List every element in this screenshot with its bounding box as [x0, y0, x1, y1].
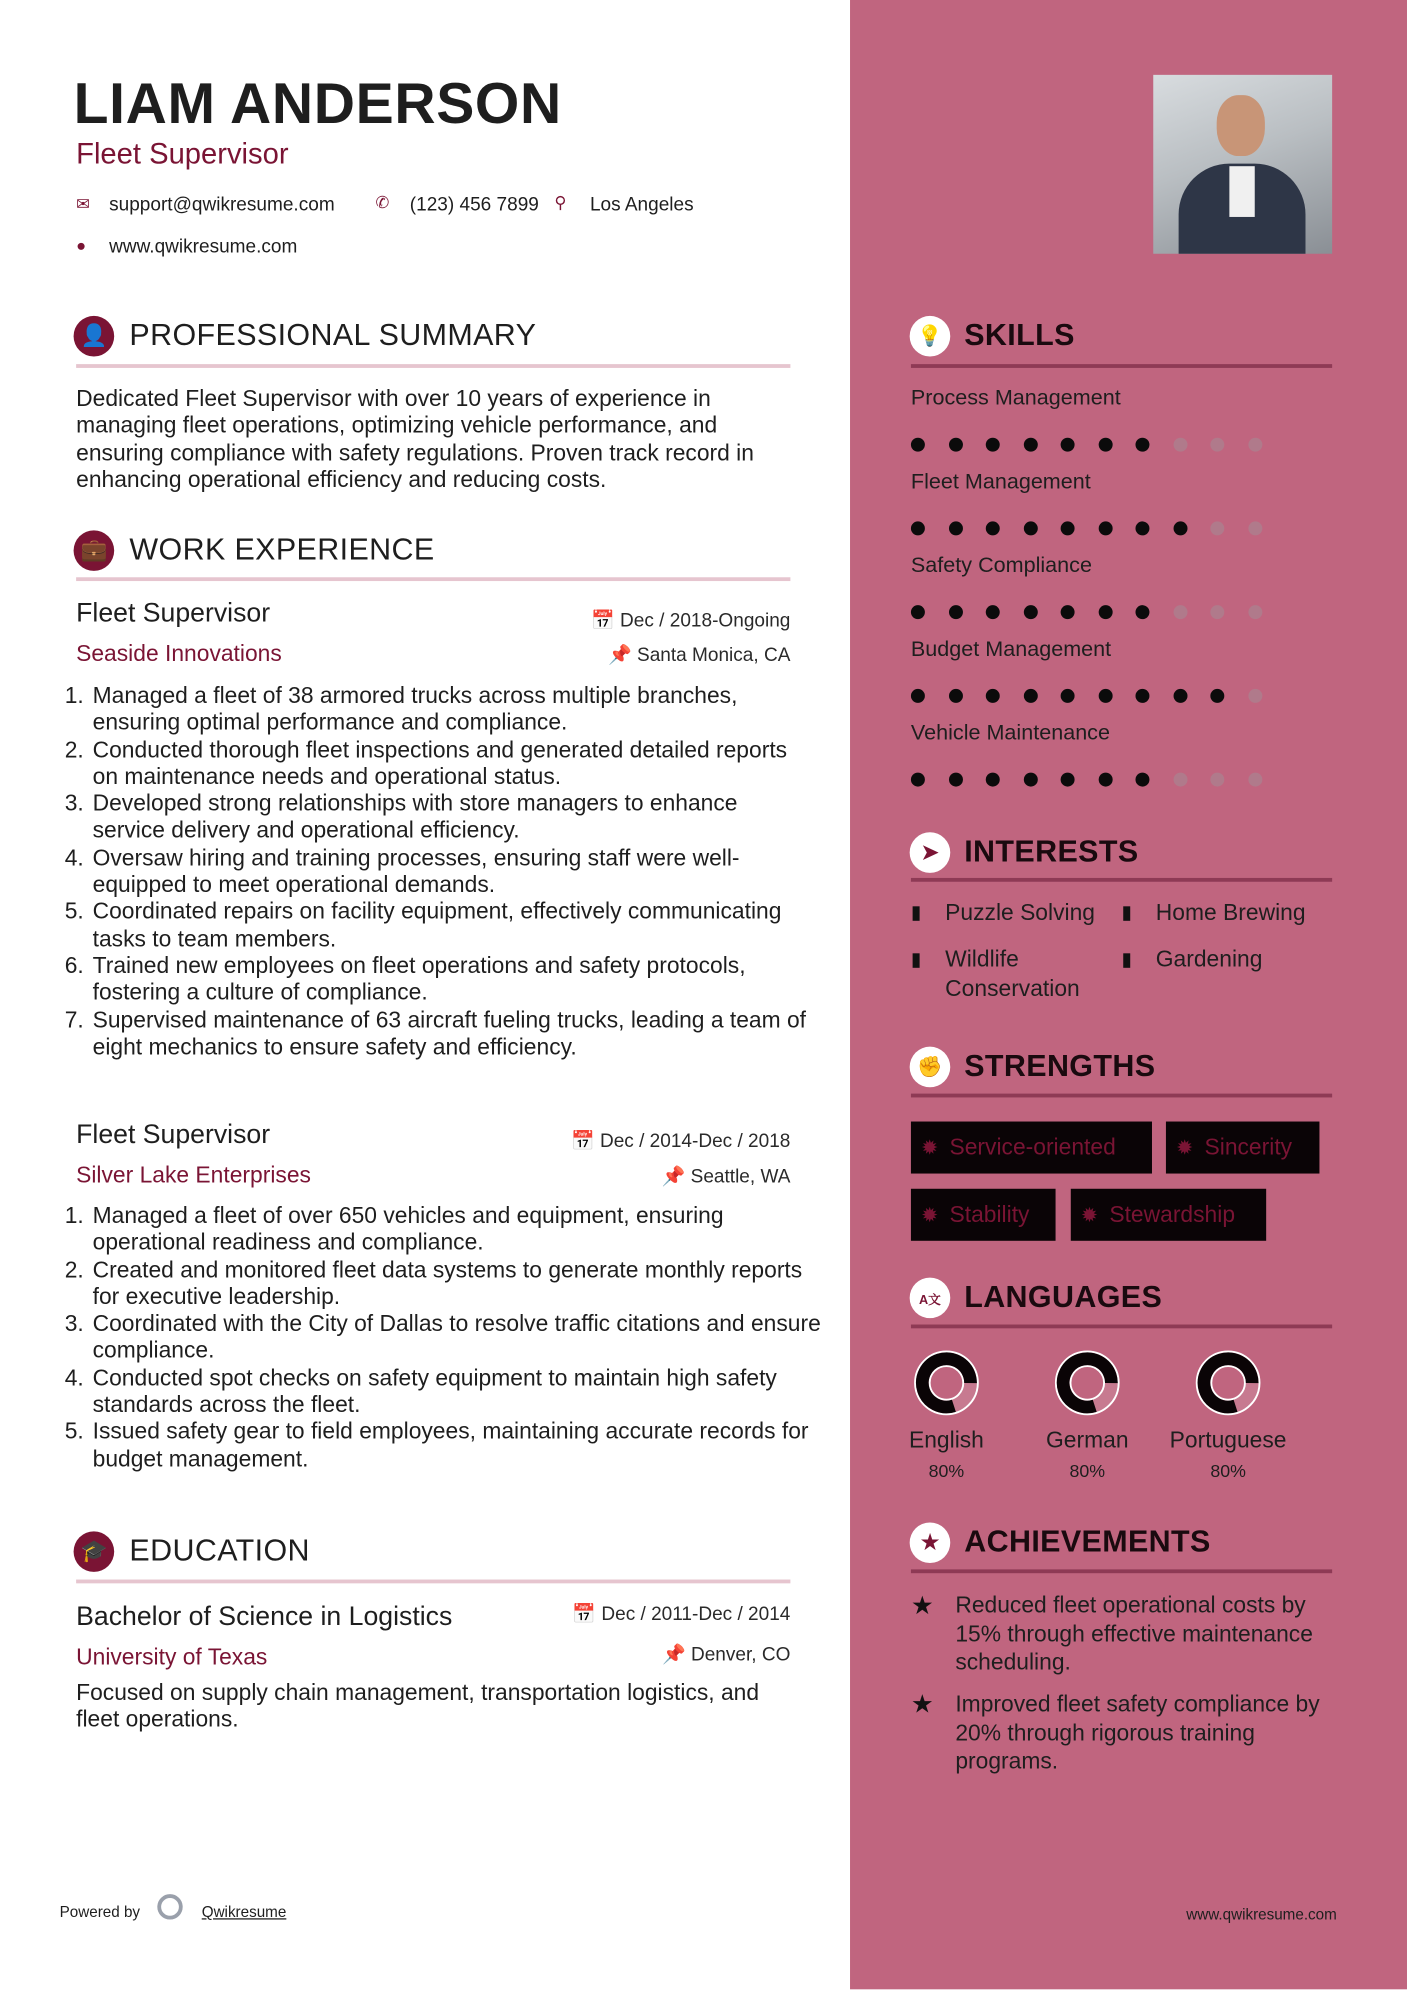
badge-icon: ✹	[921, 1204, 939, 1227]
calendar-icon: 📅	[591, 610, 621, 632]
candidate-title: Fleet Supervisor	[76, 137, 289, 171]
language-item	[1158, 1350, 1298, 1481]
strength-label: Service-oriented	[949, 1134, 1116, 1160]
rating-dot-empty	[1173, 773, 1187, 787]
job-date-text: Dec / 2014-Dec / 2018	[599, 1130, 791, 1152]
language-percent: 80%	[928, 1460, 965, 1481]
rating-dot-filled	[1173, 521, 1187, 535]
rating-dot-filled	[1135, 521, 1149, 535]
rating-dot-filled	[911, 438, 925, 452]
rating-dot-filled	[948, 438, 962, 452]
interest-item	[1122, 898, 1334, 927]
job-bullets	[75, 683, 810, 1061]
strength-tag	[911, 1189, 1056, 1241]
language-icon: A文	[910, 1278, 951, 1319]
achievement-item	[911, 1690, 1342, 1776]
language-donut	[1195, 1350, 1261, 1416]
rating-dot-filled	[1173, 689, 1187, 703]
edu-location-text: Denver, CO	[690, 1644, 791, 1666]
book-icon: ▮	[1121, 902, 1133, 924]
school: University of Texas	[76, 1644, 268, 1670]
rating-dot-filled	[986, 438, 1000, 452]
rating-dot-filled	[1135, 438, 1149, 452]
candidate-name: LIAM ANDERSON	[73, 71, 562, 136]
calendar-icon: 📅	[570, 1130, 600, 1152]
rating-dot-filled	[948, 605, 962, 619]
edu-date-text: Dec / 2011-Dec / 2014	[601, 1603, 791, 1626]
divider	[76, 364, 790, 368]
interest-item	[1122, 945, 1334, 974]
rating-dot-empty	[1248, 521, 1262, 535]
book-icon: ▮	[1121, 948, 1133, 971]
rating-dot-empty	[1210, 438, 1224, 452]
rating-dot-empty	[1210, 521, 1224, 535]
skill-name: Process Management	[910, 385, 1121, 410]
job-date-text: Dec / 2018-Ongoing	[620, 610, 791, 632]
website[interactable]: www.qwikresume.com	[109, 235, 298, 258]
job-title: Fleet Supervisor	[76, 1120, 271, 1150]
rating-dot-filled	[1061, 521, 1075, 535]
powered-by: Powered by	[59, 1903, 141, 1921]
list-item: Managed a fleet of 38 armored trucks across multiple branches, ensuring optimal performance and compliance.	[92, 682, 738, 735]
rating-dot-filled	[1061, 438, 1075, 452]
interests-heading: INTERESTS	[964, 834, 1139, 870]
rating-dot-filled	[1135, 773, 1149, 787]
interest-item	[911, 945, 1123, 1002]
summary-heading: PROFESSIONAL SUMMARY	[129, 318, 537, 353]
skill-rating	[911, 689, 1262, 703]
pin-icon: 📌	[608, 644, 638, 667]
phone-icon: ✆	[375, 192, 390, 212]
job-location	[662, 1165, 791, 1188]
footer-website[interactable]: www.qwikresume.com	[1186, 1905, 1337, 1924]
interest-label: Gardening	[1155, 946, 1263, 972]
book-icon: ▮	[910, 948, 922, 971]
languages-heading: LANGUAGES	[964, 1280, 1163, 1315]
divider	[911, 1569, 1332, 1573]
list-item: Oversaw hiring and training processes, ensuring staff were well-equipped to meet operational demands.	[92, 844, 740, 898]
rating-dot-filled	[986, 605, 1000, 619]
divider	[76, 577, 790, 581]
list-item: Supervised maintenance of 63 aircraft fueling trucks, leading a team of eight mechanics to ensure safety and efficiency.	[92, 1006, 807, 1060]
pin-icon: 📌	[661, 1644, 691, 1666]
book-icon: ▮	[910, 902, 922, 924]
language-item	[1017, 1350, 1157, 1481]
rating-dot-filled	[986, 521, 1000, 535]
language-donut	[1054, 1350, 1120, 1416]
rating-dot-filled	[1135, 605, 1149, 619]
paper-plane-icon: ➤	[910, 832, 951, 873]
skill-name: Safety Compliance	[910, 553, 1092, 578]
language-name: German	[1046, 1427, 1129, 1453]
summary-text: Dedicated Fleet Supervisor with over 10 years of experience in managing fleet operations, optimizing vehicle performance, and ensuring compliance with safety regulations. Proven track record in enhancing operational efficiency and reducing costs.	[76, 385, 754, 493]
star-icon: ★	[910, 1592, 934, 1621]
rating-dot-filled	[911, 689, 925, 703]
language-percent: 80%	[1210, 1460, 1246, 1481]
rating-dot-filled	[911, 773, 925, 787]
job-date	[591, 609, 790, 632]
rating-dot-filled	[1023, 438, 1037, 452]
rating-dot-filled	[1061, 773, 1075, 787]
rating-dot-filled	[986, 773, 1000, 787]
rating-dot-filled	[1023, 773, 1037, 787]
phone: (123) 456 7899	[409, 194, 539, 216]
location: Los Angeles	[589, 194, 694, 216]
rating-dot-empty	[1210, 605, 1224, 619]
interest-item	[911, 898, 1123, 927]
rating-dot-filled	[1023, 605, 1037, 619]
interest-label: Home Brewing	[1155, 899, 1306, 925]
divider	[911, 1094, 1332, 1098]
job-bullets	[75, 1203, 822, 1473]
rating-dot-empty	[1173, 438, 1187, 452]
skill-rating	[911, 605, 1262, 619]
strength-label: Stewardship	[1109, 1201, 1236, 1227]
map-pin-icon: ⚲	[554, 192, 567, 212]
rating-dot-filled	[1210, 689, 1224, 703]
language-item	[877, 1350, 1017, 1481]
degree: Bachelor of Science in Logistics	[76, 1602, 453, 1632]
rating-dot-filled	[948, 773, 962, 787]
strengths-heading: STRENGTHS	[964, 1049, 1156, 1084]
strength-label: Sincerity	[1204, 1134, 1293, 1160]
job-location-text: Seattle, WA	[690, 1165, 791, 1188]
rating-dot-filled	[1023, 689, 1037, 703]
strength-tag	[1071, 1189, 1266, 1241]
rating-dot-empty	[1248, 773, 1262, 787]
rating-dot-filled	[1098, 605, 1112, 619]
job-location	[608, 643, 790, 666]
skill-rating	[911, 773, 1262, 787]
star-badge-icon: ★	[910, 1522, 951, 1563]
list-item: Created and monitored fleet data systems to generate monthly reports for executive leadership.	[92, 1256, 803, 1310]
divider	[911, 1325, 1332, 1329]
email[interactable]: support@qwikresume.com	[109, 194, 335, 216]
star-icon: ★	[910, 1691, 934, 1720]
rating-dot-empty	[1248, 689, 1262, 703]
achievement-item	[911, 1591, 1342, 1677]
globe-icon: ●	[76, 235, 87, 256]
strength-tag	[911, 1122, 1152, 1174]
divider	[911, 878, 1332, 882]
list-item: Trained new employees on fleet operations and safety protocols, fostering a culture of compliance.	[92, 952, 746, 1006]
list-item: Issued safety gear to field employees, maintaining accurate records for budget management.	[92, 1418, 809, 1472]
qwikresume-logo-icon	[157, 1894, 182, 1919]
interest-label: Wildlife Conservation	[945, 946, 1080, 1001]
calendar-icon: 📅	[572, 1603, 602, 1626]
list-item: Conducted thorough fleet inspections and generated detailed reports on maintenance needs and operational status.	[92, 736, 788, 789]
divider	[911, 364, 1332, 368]
skill-name: Fleet Management	[910, 469, 1091, 494]
rating-dot-filled	[986, 689, 1000, 703]
language-name: Portuguese	[1169, 1427, 1287, 1453]
skill-name: Budget Management	[910, 636, 1112, 661]
rating-dot-filled	[1023, 521, 1037, 535]
list-item: Coordinated with the City of Dallas to resolve traffic citations and ensure compliance.	[92, 1310, 821, 1364]
rating-dot-empty	[1173, 605, 1187, 619]
fist-icon: ✊	[910, 1047, 951, 1088]
achievement-text: Improved fleet safety compliance by 20% through rigorous training programs.	[955, 1691, 1320, 1774]
lightbulb-icon: 💡	[910, 316, 951, 357]
achievement-text: Reduced fleet operational costs by 15% through effective maintenance scheduling.	[955, 1592, 1313, 1675]
rating-dot-filled	[948, 689, 962, 703]
envelope-icon: ✉	[76, 194, 90, 214]
job-location-text: Santa Monica, CA	[637, 644, 791, 667]
user-icon: 👤	[74, 316, 115, 357]
briefcase-icon: 💼	[74, 530, 115, 571]
job-date	[571, 1129, 790, 1152]
skill-name: Vehicle Maintenance	[910, 720, 1110, 745]
rating-dot-filled	[1098, 438, 1112, 452]
company: Seaside Innovations	[76, 640, 282, 667]
list-item: Managed a fleet of over 650 vehicles and equipment, ensuring operational readiness and compliance.	[92, 1202, 724, 1256]
education-heading: EDUCATION	[129, 1533, 310, 1569]
edu-date	[572, 1602, 790, 1625]
rating-dot-empty	[1248, 605, 1262, 619]
rating-dot-filled	[1135, 689, 1149, 703]
language-percent: 80%	[1069, 1460, 1106, 1481]
interest-label: Puzzle Solving	[945, 899, 1095, 925]
achievements-heading: ACHIEVEMENTS	[964, 1524, 1211, 1560]
qwikresume-link[interactable]: Qwikresume	[201, 1903, 287, 1921]
edu-location	[662, 1643, 790, 1666]
badge-icon: ✹	[1080, 1204, 1098, 1227]
skill-rating	[911, 438, 1262, 452]
profile-photo	[1153, 75, 1332, 254]
divider	[76, 1580, 790, 1584]
strength-tag	[1166, 1122, 1320, 1174]
edu-description: Focused on supply chain management, transportation logistics, and fleet operations.	[76, 1679, 760, 1733]
strength-label: Stability	[949, 1201, 1030, 1227]
list-item: Developed strong relationships with store managers to enhance service delivery and operational efficiency.	[92, 790, 738, 844]
company: Silver Lake Enterprises	[76, 1162, 311, 1188]
list-item: Coordinated repairs on facility equipment, effectively communicating tasks to team members.	[92, 898, 782, 952]
graduation-icon: 🎓	[74, 1531, 115, 1572]
rating-dot-filled	[911, 521, 925, 535]
rating-dot-filled	[1098, 773, 1112, 787]
rating-dot-filled	[948, 521, 962, 535]
rating-dot-empty	[1210, 773, 1224, 787]
badge-icon: ✹	[921, 1137, 939, 1159]
pin-icon: 📌	[661, 1165, 691, 1188]
experience-heading: WORK EXPERIENCE	[129, 532, 435, 568]
language-donut	[913, 1350, 979, 1416]
skill-rating	[911, 521, 1262, 535]
rating-dot-filled	[1061, 689, 1075, 703]
skills-heading: SKILLS	[964, 318, 1075, 353]
rating-dot-empty	[1248, 438, 1262, 452]
rating-dot-filled	[1098, 689, 1112, 703]
rating-dot-filled	[911, 605, 925, 619]
rating-dot-filled	[1098, 521, 1112, 535]
list-item: Conducted spot checks on safety equipment to maintain high safety standards across the fleet.	[92, 1364, 777, 1418]
language-name: English	[908, 1427, 984, 1453]
badge-icon: ✹	[1176, 1137, 1194, 1159]
rating-dot-filled	[1061, 605, 1075, 619]
job-title: Fleet Supervisor	[76, 598, 271, 629]
